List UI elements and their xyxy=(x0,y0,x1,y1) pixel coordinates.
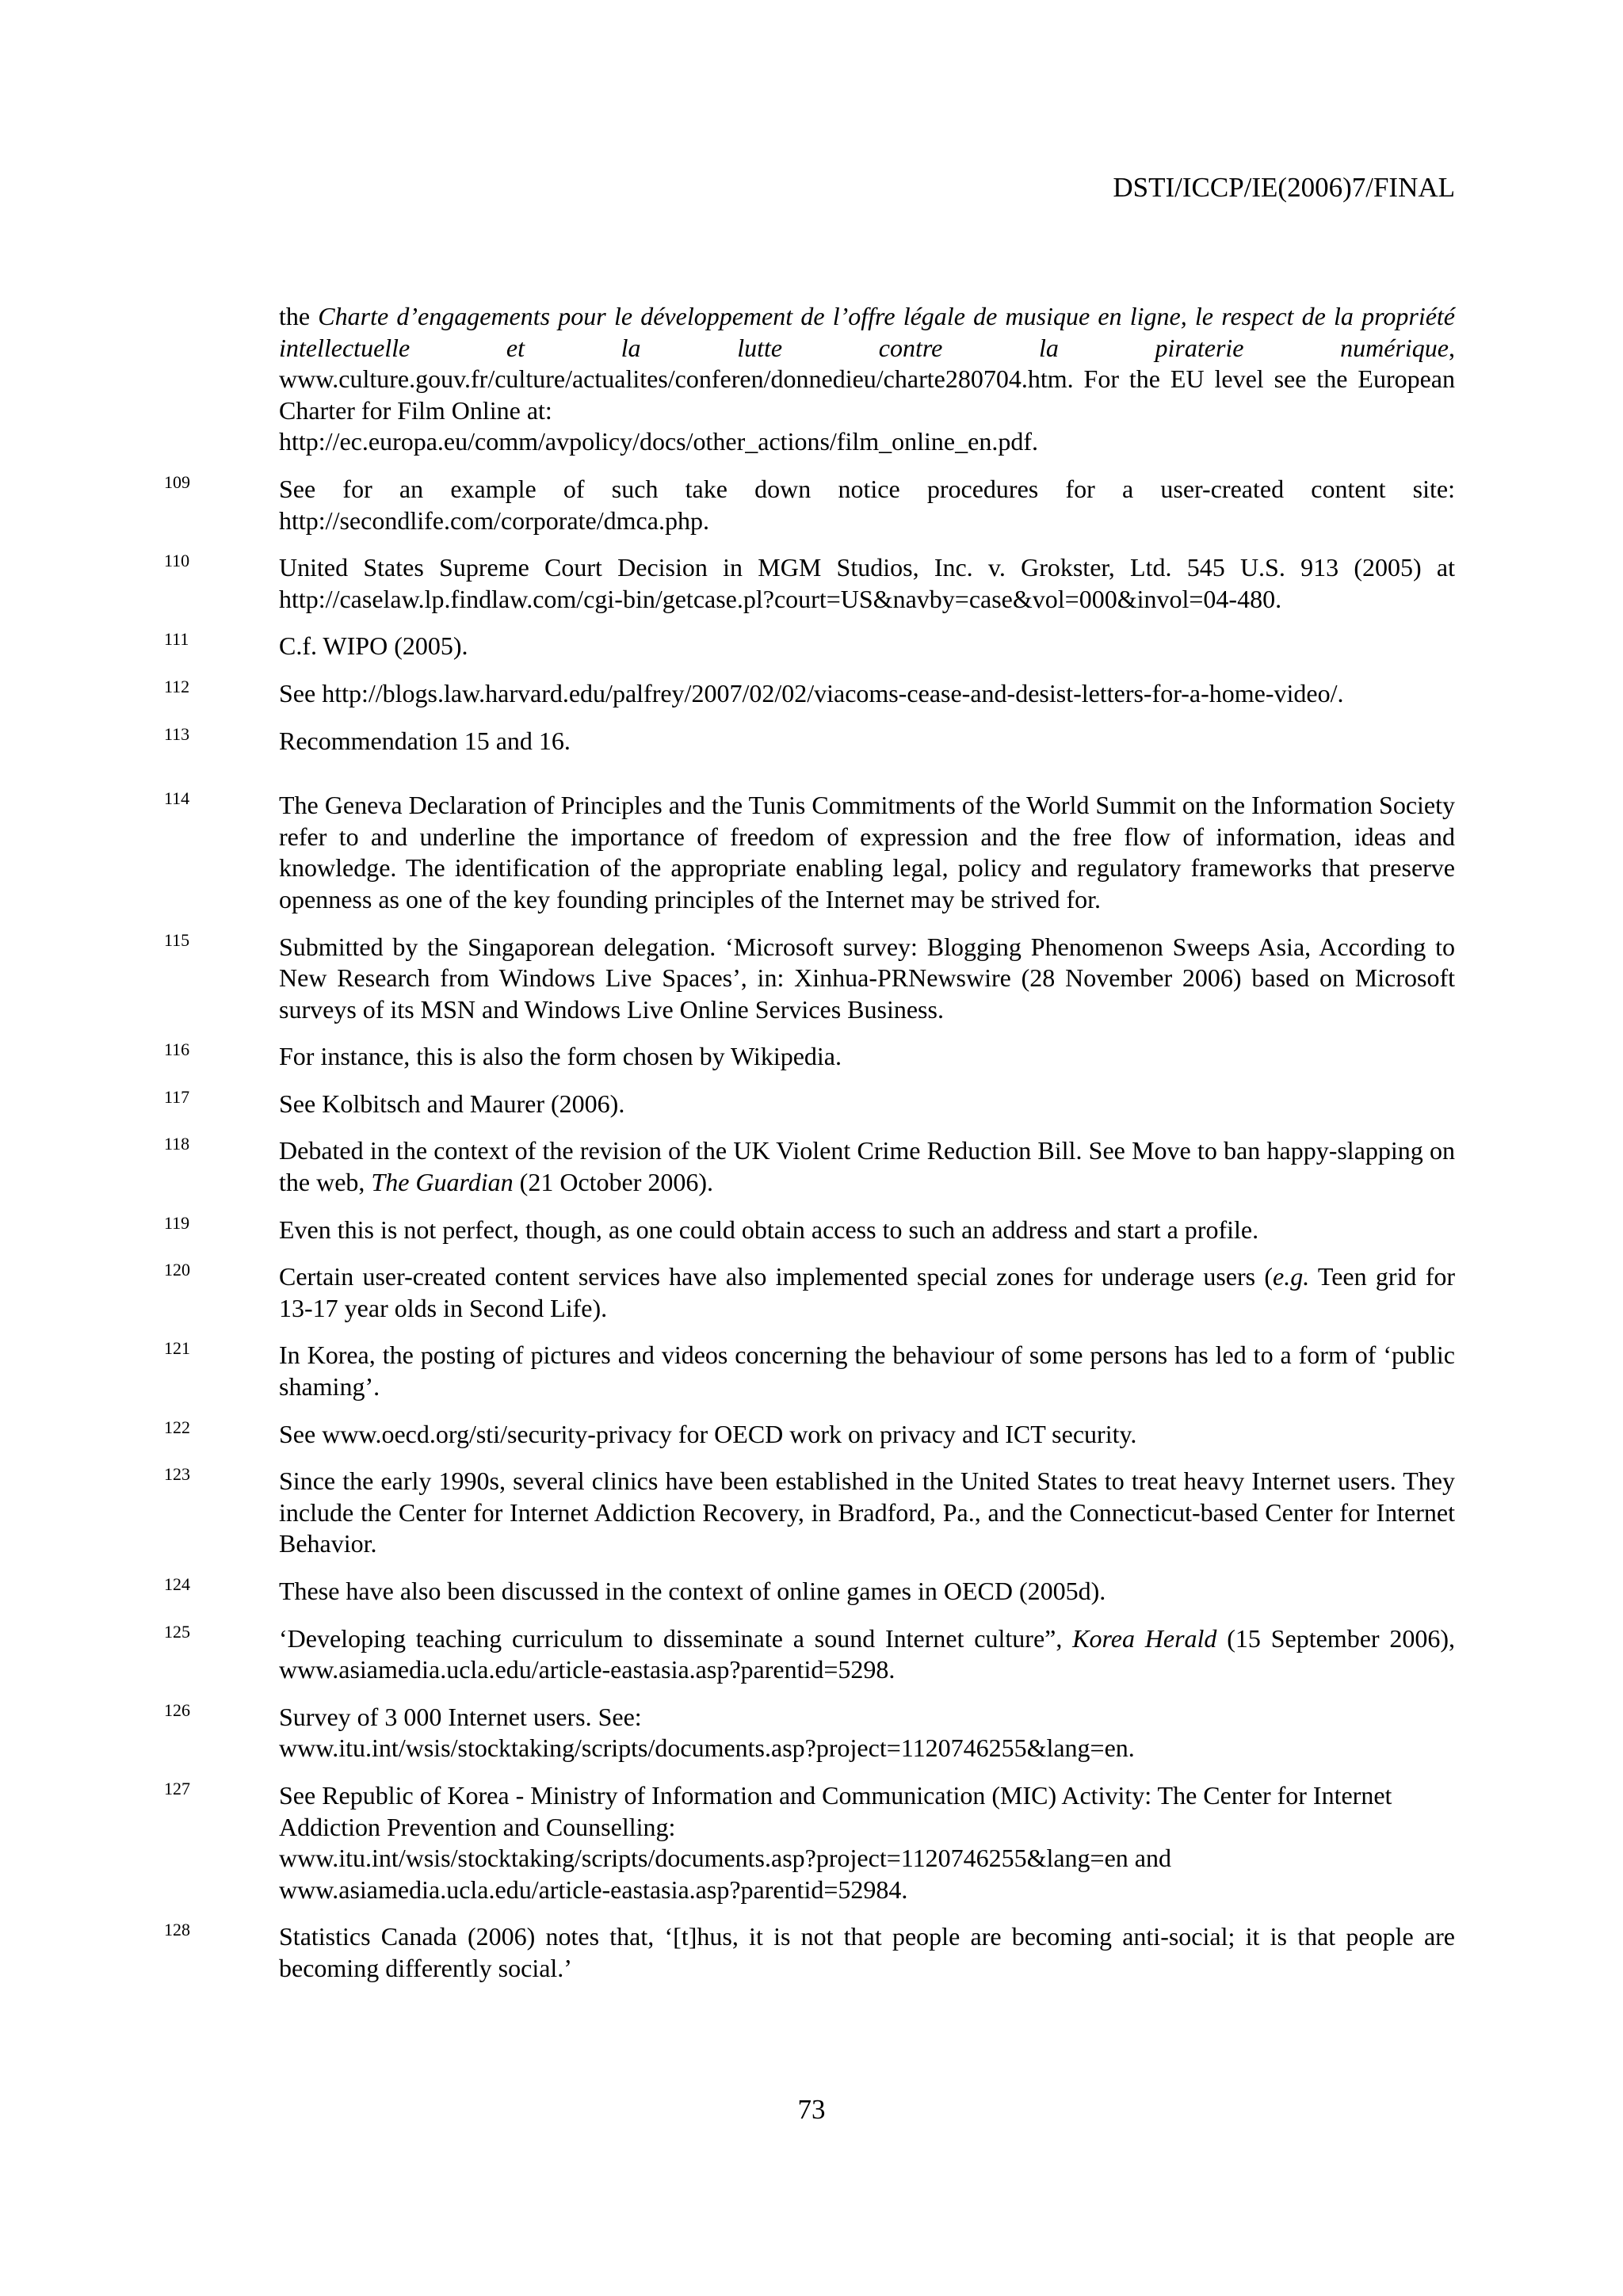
footnote-number: 121 xyxy=(164,1338,190,1359)
footnote-number: 125 xyxy=(164,1621,190,1642)
footnote-text: These have also been discussed in the context of online games in OECD (2005d). xyxy=(279,1577,1106,1605)
footnote-number: 116 xyxy=(164,1039,190,1060)
footnote-text-lead: Debated in the context of the revision of the UK Violent Crime Reduction Bill. See Move to ban happy-slapping on the web, xyxy=(279,1136,1455,1197)
footnote-113 xyxy=(0,723,1623,757)
publication-title: Korea Herald xyxy=(1072,1623,1217,1653)
footnote-text: Even this is not perfect, though, as one could obtain access to such an address and start a profile. xyxy=(279,1215,1259,1244)
footnote-number: 112 xyxy=(164,676,190,696)
footnote-url: www.asiamedia.ucla.edu/article-eastasia.asp?parentid=52984. xyxy=(279,1875,908,1904)
footnote-number: 114 xyxy=(164,788,190,809)
footnote-text xyxy=(279,1261,1455,1324)
footnote-number: 122 xyxy=(164,1417,190,1437)
abbreviation: e.g. xyxy=(1273,1262,1310,1291)
footnote-116 xyxy=(0,1041,1623,1073)
footnote-text-lead: the xyxy=(279,302,319,330)
footnote-text xyxy=(279,301,1455,458)
footnote-url: http://ec.europa.eu/comm/avpolicy/docs/other_actions/film_online_en.pdf. xyxy=(279,427,1038,456)
footnote-text: Since the early 1990s, several clinics have been established in the United States to treat heavy Internet users. They include the Center for Internet Addiction Recovery, in Bradford, Pa., and the Connecticut-based Center for Internet Behavior. xyxy=(279,1466,1455,1558)
footnote-text: See www.oecd.org/sti/security-privacy for OECD work on privacy and ICT security. xyxy=(279,1419,1137,1448)
footnote-text-lead: Certain user-created content services have also implemented special zones for underage users ( xyxy=(279,1262,1274,1291)
charter-title: Charte d’engagements pour le développement de l’offre légale de musique en ligne, le respect de la propriété intellectuelle et la lutte contre la piraterie numérique xyxy=(279,302,1456,362)
footnote-number: 109 xyxy=(164,471,190,492)
footnote-text-rest: (21 October 2006). xyxy=(513,1168,714,1197)
footnote-text: Recommendation 15 and 16. xyxy=(279,726,571,755)
footnote-124 xyxy=(0,1576,1623,1608)
footnote-text: See http://blogs.law.harvard.edu/palfrey/2007/02/02/viacoms-cease-and-desist-letters-for-a-home-video/. xyxy=(279,678,1344,707)
footnote-number: 128 xyxy=(164,1920,190,1940)
footnote-text-lead: See Republic of Korea - Ministry of Information and Communication (MIC) Activity: The Center for Internet Addiction Prevention and Counselling: xyxy=(279,1780,1392,1841)
footnote-number: 111 xyxy=(164,629,189,650)
footnote-125 xyxy=(0,1623,1623,1686)
footnote-number: 118 xyxy=(164,1134,190,1154)
footnote-text xyxy=(279,1135,1455,1198)
footnote-120 xyxy=(0,1261,1623,1324)
footnote-text xyxy=(279,1702,1455,1764)
footnote-number: 123 xyxy=(164,1464,190,1485)
footnote-text-rest: Teen grid for 13-17 year olds in Second Life). xyxy=(279,1262,1456,1322)
footnote-url: www.itu.int/wsis/stocktaking/scripts/documents.asp?project=1120746255&lang=en and xyxy=(279,1844,1171,1873)
footnote-text: In Korea, the posting of pictures and videos concerning the behaviour of some persons has led to a form of ‘public shaming’. xyxy=(279,1341,1455,1402)
footnote-118 xyxy=(0,1135,1623,1198)
document-reference: DSTI/ICCP/IE(2006)7/FINAL xyxy=(1113,172,1455,203)
footnote-number: 113 xyxy=(164,723,190,744)
footnote-text: Statistics Canada (2006) notes that, ‘[t]hus, it is not that people are becoming anti-social; it is that people are becoming differently social.’ xyxy=(279,1922,1455,1982)
footnote-text-rest: (15 September 2006), www.asiamedia.ucla.edu/article-eastasia.asp?parentid=5298. xyxy=(279,1623,1456,1684)
footnote-123 xyxy=(0,1466,1623,1560)
footnote-number: 117 xyxy=(164,1086,190,1107)
footnote-111 xyxy=(0,631,1623,662)
footnote-121 xyxy=(0,1340,1623,1402)
footnote-117 xyxy=(0,1086,1623,1120)
footnote-number: 124 xyxy=(164,1574,190,1594)
footnote-109 xyxy=(0,471,1623,536)
footnote-114 xyxy=(0,790,1623,915)
footnote-number: 115 xyxy=(164,929,190,950)
footnote-text xyxy=(279,1623,1455,1686)
footnotes xyxy=(0,301,1623,2000)
footnote-text-lead: Survey of 3 000 Internet users. See: xyxy=(279,1702,642,1731)
footnote-122 xyxy=(0,1419,1623,1451)
footnote-127 xyxy=(0,1780,1623,1905)
footnote-text: C.f. WIPO (2005). xyxy=(279,631,468,661)
footnote-text: Submitted by the Singaporean delegation. ‘Microsoft survey: Blogging Phenomenon Sweeps Asia, According to New Research from Windows Live Spaces’, in: Xinhua-PRNewswire (28 November 2006) based on Microsoft surveys of its MSN and Windows Live Online Services Business. xyxy=(279,932,1455,1024)
footnote-128 xyxy=(0,1921,1623,1984)
footnote-112 xyxy=(0,678,1623,710)
footnote-126 xyxy=(0,1699,1623,1764)
footnote-110 xyxy=(0,552,1623,615)
footnote-text: United States Supreme Court Decision in MGM Studios, Inc. v. Grokster, Ltd. 545 U.S. 913 (2005) at http://caselaw.lp.findlaw.com/cgi-bin/getcase.pl?court=US&navby=case&vol=000&invol=04-480. xyxy=(279,553,1455,613)
publication-title: The Guardian xyxy=(371,1168,514,1197)
footnote-text xyxy=(279,1780,1455,1905)
footnote-number: 119 xyxy=(164,1212,190,1233)
footnote-text-lead: ‘Developing teaching curriculum to disseminate a sound Internet culture”, xyxy=(279,1623,1073,1653)
footnote-text: For instance, this is also the form chosen by Wikipedia. xyxy=(279,1042,842,1071)
footnote-text-rest: , www.culture.gouv.fr/culture/actualites/conferen/donnedieu/charte280704.htm. For the EU level see the European Charter for Film Online at: xyxy=(279,333,1455,425)
footnote-text: See for an example of such take down notice procedures for a user-created content site: http://secondlife.com/corporate/dmca.php. xyxy=(279,474,1455,535)
footnote-text: The Geneva Declaration of Principles and the Tunis Commitments of the World Summit on the Information Society refer to and underline the importance of freedom of expression and the free flow of information, ideas and knowledge. The identification of the appropriate enabling legal, policy and regulatory frameworks that preserve openness as one of the key founding principles of the Internet may be strived for. xyxy=(279,791,1455,913)
page-number: 73 xyxy=(797,2094,826,2125)
footnote-url: www.itu.int/wsis/stocktaking/scripts/documents.asp?project=1120746255&lang=en. xyxy=(279,1733,1135,1763)
footnote-number: 120 xyxy=(164,1260,190,1280)
footnote-119 xyxy=(0,1212,1623,1246)
footnote-text: See Kolbitsch and Maurer (2006). xyxy=(279,1089,625,1118)
footnote-number: 110 xyxy=(164,551,190,571)
footnote-continuation xyxy=(0,301,1623,458)
footnote-115 xyxy=(0,929,1623,1026)
footnote-number: 127 xyxy=(164,1778,190,1798)
footnote-number: 126 xyxy=(164,1699,190,1720)
